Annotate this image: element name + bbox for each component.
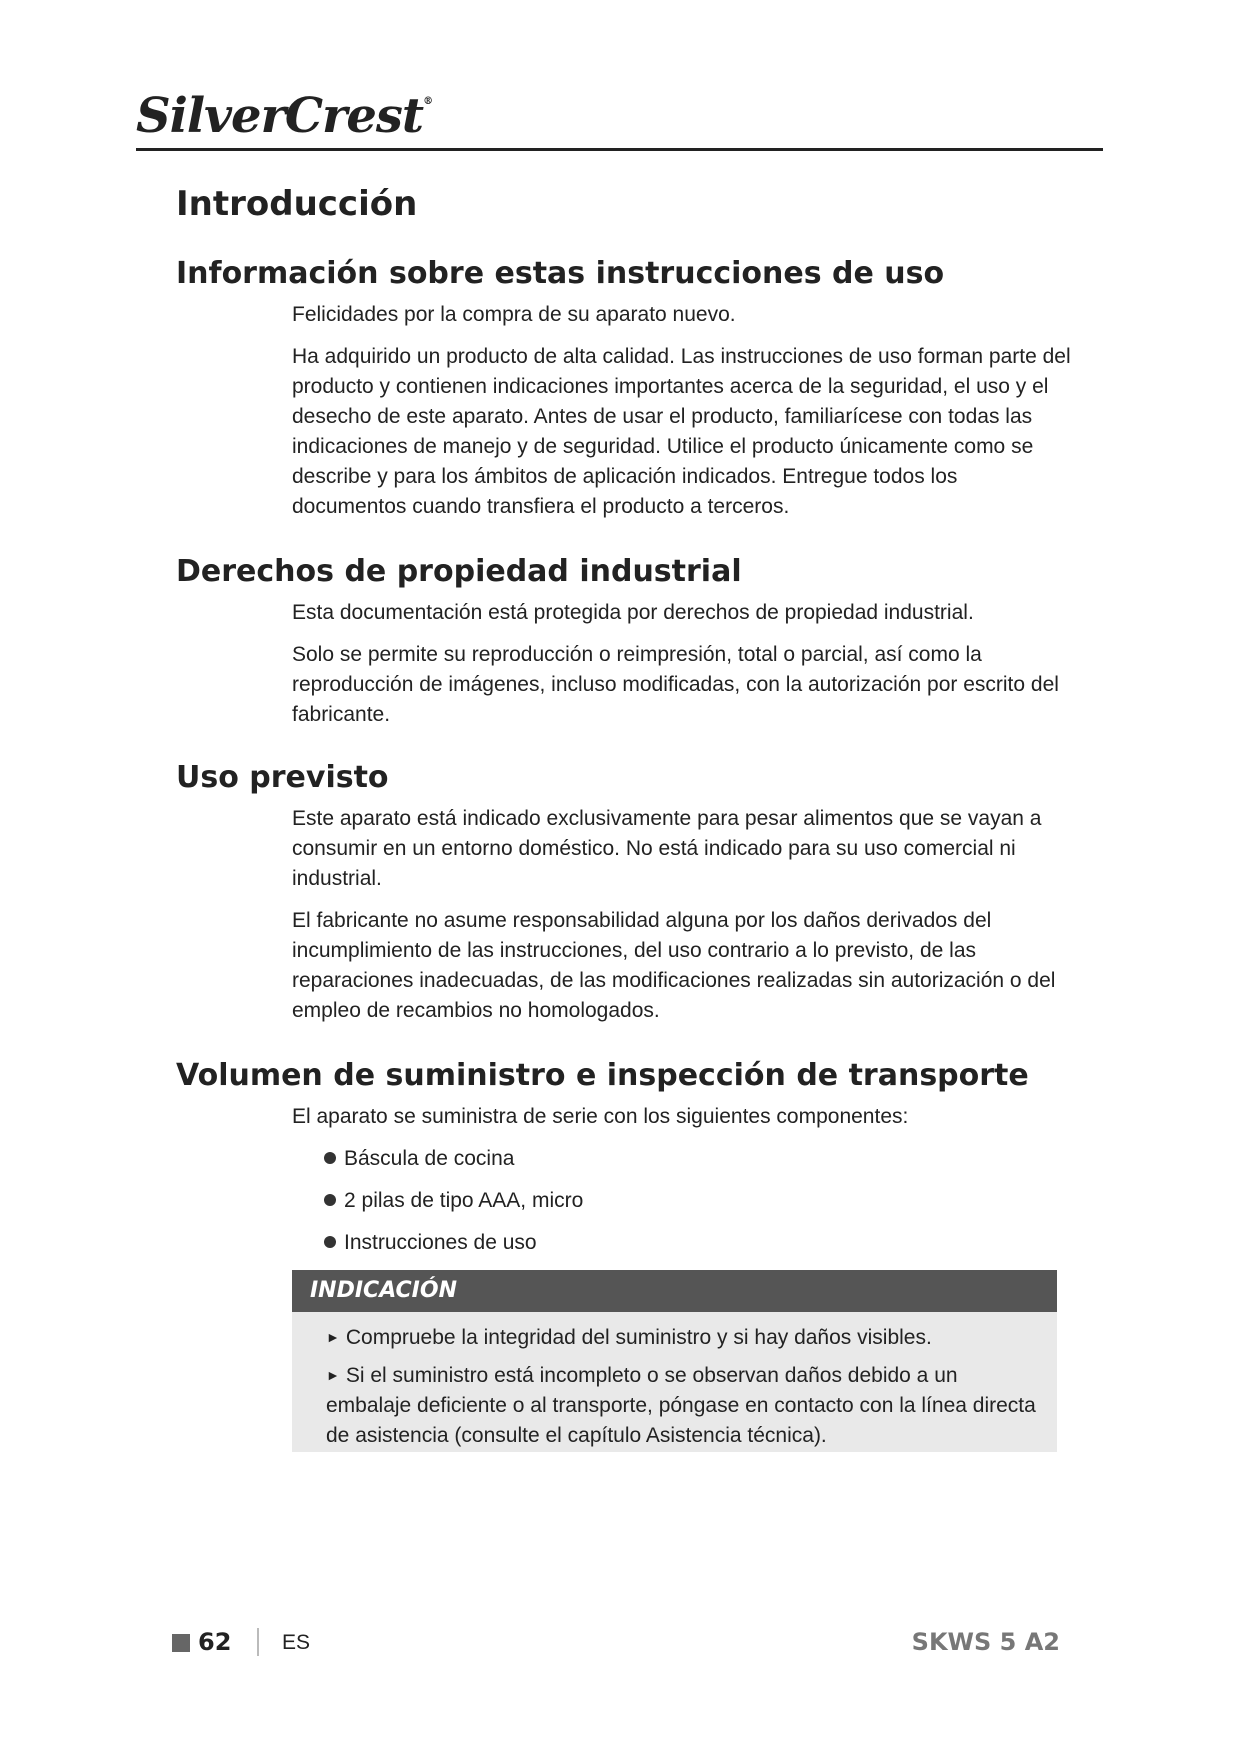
model-number: SKWS 5 A2: [911, 1628, 1060, 1656]
paragraph: Ha adquirido un producto de alta calidad. Las instrucciones de uso forman parte del producto y contienen indicaciones importantes acerca de la seguridad, el uso y el desecho de este aparato. Antes de usar el producto, familiarícese con todas las indicaciones de manejo y de seguridad. Utilice el producto únicamente como se describe y para los ámbitos de aplicación indicados. Entregue todos los documentos cuando transfiera el producto a terceros.: [292, 345, 1071, 518]
bullet-icon: [324, 1194, 336, 1206]
arrow-right-icon: ►: [326, 1329, 340, 1345]
list-item-label: Báscula de cocina: [344, 1147, 515, 1170]
list-item: [324, 1144, 514, 1174]
note-item: [326, 1360, 1046, 1451]
silvercrest-logo: [136, 88, 432, 144]
paragraph: Felicidades por la compra de su aparato nuevo.: [292, 303, 736, 326]
list-item-label: Instrucciones de uso: [344, 1231, 537, 1254]
bullet-icon: [324, 1236, 336, 1248]
page-title: Introducción: [176, 184, 418, 224]
paragraph: El aparato se suministra de serie con los siguientes componentes:: [292, 1105, 909, 1128]
paragraph: Esta documentación está protegida por derechos de propiedad industrial.: [292, 601, 974, 624]
list-item-label: 2 pilas de tipo AAA, micro: [344, 1189, 584, 1212]
section-heading-rights: Derechos de propiedad industrial: [176, 554, 742, 589]
logo-text: SilverCrest: [136, 88, 424, 144]
header-rule: [136, 148, 1103, 151]
language-code: ES: [282, 1631, 311, 1654]
note-item-text: Si el suministro está incompleto o se observan daños debido a un embalaje deficiente o al transporte, póngase en contacto con la línea directa de asistencia (consulte el capítulo Asistencia técnica).: [326, 1364, 1036, 1447]
note-item-text: Compruebe la integridad del suministro y si hay daños visibles.: [345, 1326, 932, 1349]
section-heading-intended-use: Uso previsto: [176, 760, 389, 795]
paragraph: Este aparato está indicado exclusivamente para pesar alimentos que se vayan a consumir en un entorno doméstico. No está indicado para su uso comercial ni industrial.: [292, 807, 1042, 890]
footer-divider: [257, 1628, 259, 1656]
paragraph: Solo se permite su reproducción o reimpresión, total o parcial, así como la reproducción de imágenes, incluso modificadas, con la autorización por escrito del fabricante.: [292, 643, 1059, 726]
section-heading-information: Información sobre estas instrucciones de uso: [176, 256, 945, 291]
paragraph: El fabricante no asume responsabilidad alguna por los daños derivados del incumplimiento de las instrucciones, del uso contrario a lo previsto, de las reparaciones inadecuadas, de las modificaciones realizadas sin autorización o del empleo de recambios no homologados.: [292, 909, 1056, 1022]
arrow-right-icon: ►: [326, 1367, 340, 1383]
note-item: [326, 1322, 1046, 1353]
section-heading-delivery: Volumen de suministro e inspección de transporte: [176, 1058, 1029, 1093]
registered-mark: ®: [423, 96, 433, 107]
list-item: [324, 1228, 537, 1258]
note-box: [292, 1270, 1057, 1452]
page-footer: [172, 1628, 1060, 1658]
page-number: 62: [198, 1628, 232, 1656]
bullet-icon: [324, 1152, 336, 1164]
note-title: INDICACIÓN: [292, 1270, 1057, 1312]
square-icon: [172, 1634, 190, 1652]
list-item: [324, 1186, 583, 1216]
